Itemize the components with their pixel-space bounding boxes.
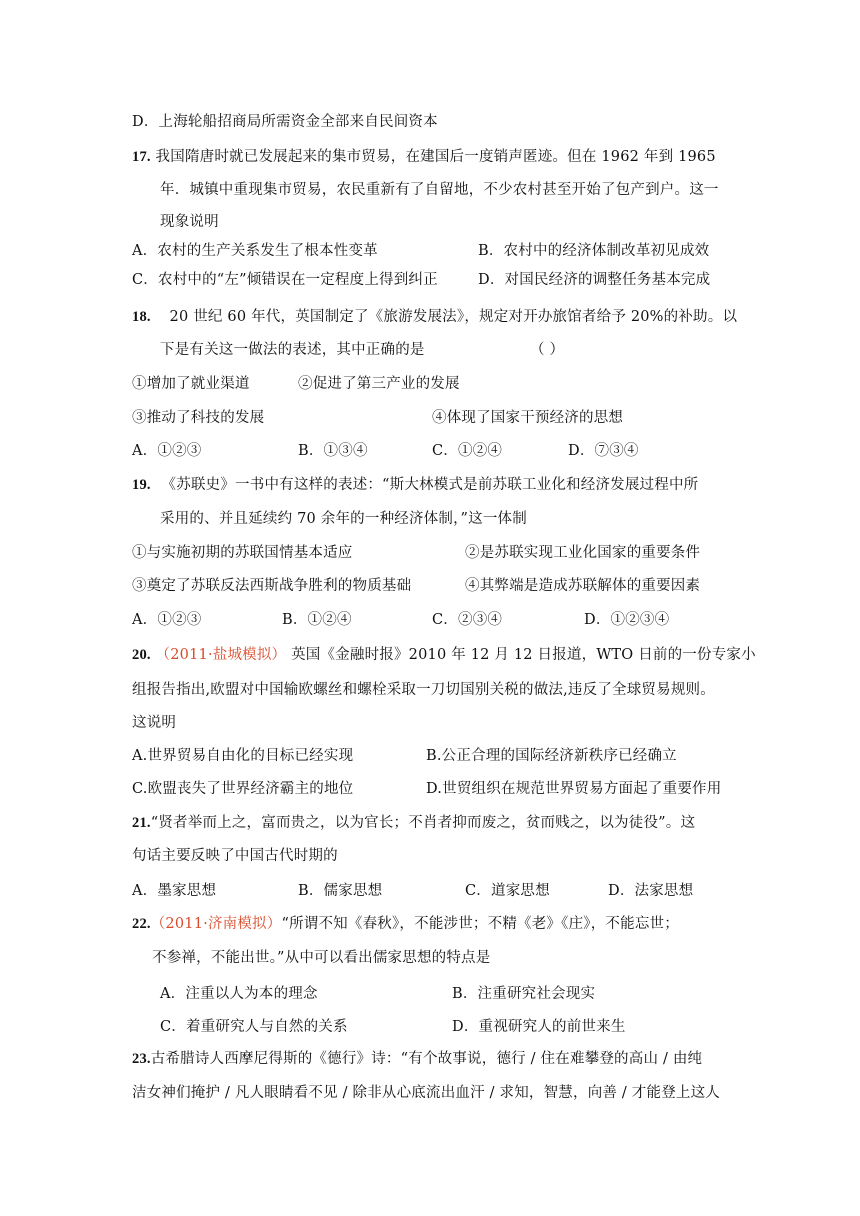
q18-line1 [132, 307, 737, 327]
q23-line1 [132, 1049, 702, 1069]
q18-statement-3: ③推动了科技的发展 [132, 410, 265, 426]
q23-text-2: 洁女神们掩护 / 凡人眼睛看不见 / 除非从心底流出血汗 / 求知，智慧，向善 / 才能登上这人 [132, 1085, 721, 1101]
q18-answer-bracket: （ ） [530, 342, 565, 358]
q20-text-3: 这说明 [132, 715, 177, 731]
q18-option-b: B．①③④ [298, 443, 368, 459]
q22-option-a: A．注重以人为本的理念 [160, 986, 318, 1002]
q19-option-b: B．①②④ [282, 612, 352, 628]
q21-option-c: C．道家思想 [465, 883, 550, 899]
q19-statement-2: ②是苏联实现工业化国家的重要条件 [465, 545, 701, 561]
q17-text-3: 现象说明 [160, 214, 219, 230]
q19-option-c: C．②③④ [432, 612, 503, 628]
q20-number: 20. [132, 647, 151, 663]
q22-option-d: D．重视研究人的前世来生 [452, 1019, 626, 1035]
q17-option-b: B．农村中的经济体制改革初见成效 [478, 243, 710, 259]
q21-text-2: 句话主要反映了中国古代时期的 [132, 848, 338, 864]
q19-text-1: 《苏联史》一书中有这样的表述：“斯大林模式是前苏联工业化和经济发展过程中所 [161, 477, 699, 493]
q23-text-1: 古希腊诗人西摩尼得斯的《德行》诗：“有个故事说，德行 / 住在难攀登的高山 / 由纯 [150, 1051, 703, 1067]
q21-number: 21. [132, 815, 151, 831]
q19-statement-3: ③奠定了苏联反法西斯战争胜利的物质基础 [132, 578, 412, 594]
q20-option-d: D.世贸组织在规范世界贸易方面起了重要作用 [426, 781, 722, 797]
q22-line1 [132, 914, 679, 934]
q21-option-b: B．儒家思想 [298, 883, 383, 899]
q21-option-a: A．墨家思想 [132, 883, 217, 899]
q22-text-2: 不参禅，不能出世。”从中可以看出儒家思想的特点是 [152, 950, 491, 966]
q22-text-1: “所谓不知《春秋》，不能涉世；不精《老》《庄》，不能忘世； [281, 916, 679, 932]
q21-option-d: D．法家思想 [608, 883, 694, 899]
previous-option-d: D．上海轮船招商局所需资金全部来自民间资本 [132, 114, 438, 130]
q18-option-d: D．⑦③④ [568, 443, 639, 459]
q18-text-2: 下是有关这一做法的表述，其中正确的是 [160, 342, 425, 358]
q18-statement-2: ②促进了第三产业的发展 [298, 376, 460, 392]
q17-line1 [132, 147, 716, 167]
q18-number: 18. [132, 309, 151, 325]
q18-statement-4: ④体现了国家干预经济的思想 [432, 410, 624, 426]
q17-text-1: 我国隋唐时就已发展起来的集市贸易，在建国后一度销声匿迹。但在 1962 年到 1965 [155, 149, 716, 165]
q19-statement-1: ①与实施初期的苏联国情基本适应 [132, 545, 353, 561]
q18-statement-1: ①增加了就业渠道 [132, 376, 250, 392]
q18-option-c: C．①②④ [432, 443, 503, 459]
q19-option-d: D．①②③④ [584, 612, 670, 628]
q17-option-c: C．农村中的“左”倾错误在一定程度上得到纠正 [132, 272, 438, 288]
q19-number: 19. [132, 477, 151, 493]
q20-line1 [132, 645, 756, 665]
q20-text-2: 组报告指出,欧盟对中国输欧螺丝和螺栓采取一刀切国别关税的做法,违反了全球贸易规则。 [132, 682, 715, 698]
q22-option-c: C．着重研究人与自然的关系 [160, 1019, 348, 1035]
q17-number: 17. [132, 149, 151, 165]
q21-text-1: “贤者举而上之，富而贵之，以为官长；不肖者抑而废之，贫而贱之，以为徒役”。这 [150, 815, 696, 831]
q19-text-2: 采用的、并且延续约 70 余年的一种经济体制，”这一体制 [160, 511, 527, 527]
q17-option-d: D．对国民经济的调整任务基本完成 [478, 272, 711, 288]
q23-number: 23. [132, 1051, 151, 1067]
q19-statement-4: ④其弊端是造成苏联解体的重要因素 [465, 578, 701, 594]
q18-text-1: 20 世纪 60 年代，英国制定了《旅游发展法》，规定对开办旅馆者给予 20%的补助。以 [169, 309, 738, 325]
q20-option-c: C.欧盟丧失了世界经济霸主的地位 [132, 781, 354, 797]
q21-line1 [132, 813, 695, 833]
q19-option-a: A．①②③ [132, 612, 202, 628]
q22-number: 22. [132, 916, 151, 932]
q20-option-a: A.世界贸易自由化的目标已经实现 [132, 748, 354, 764]
q19-line1 [132, 475, 698, 495]
q20-source-tag: （2011·盐城模拟） [155, 647, 287, 663]
q20-text-1: 英国《金融时报》2010 年 12 月 12 日报道，WTO 日前的一份专家小 [291, 647, 756, 663]
q18-option-a: A．①②③ [132, 443, 202, 459]
q22-source-tag: （2011·济南模拟） [150, 916, 282, 932]
q22-option-b: B．注重研究社会现实 [452, 986, 596, 1002]
q20-option-b: B.公正合理的国际经济新秩序已经确立 [426, 748, 677, 764]
q17-text-2: 年．城镇中重现集市贸易，农民重新有了自留地，不少农村甚至开始了包产到户。这一 [160, 182, 719, 198]
q17-option-a: A．农村的生产关系发生了根本性变革 [132, 243, 378, 259]
